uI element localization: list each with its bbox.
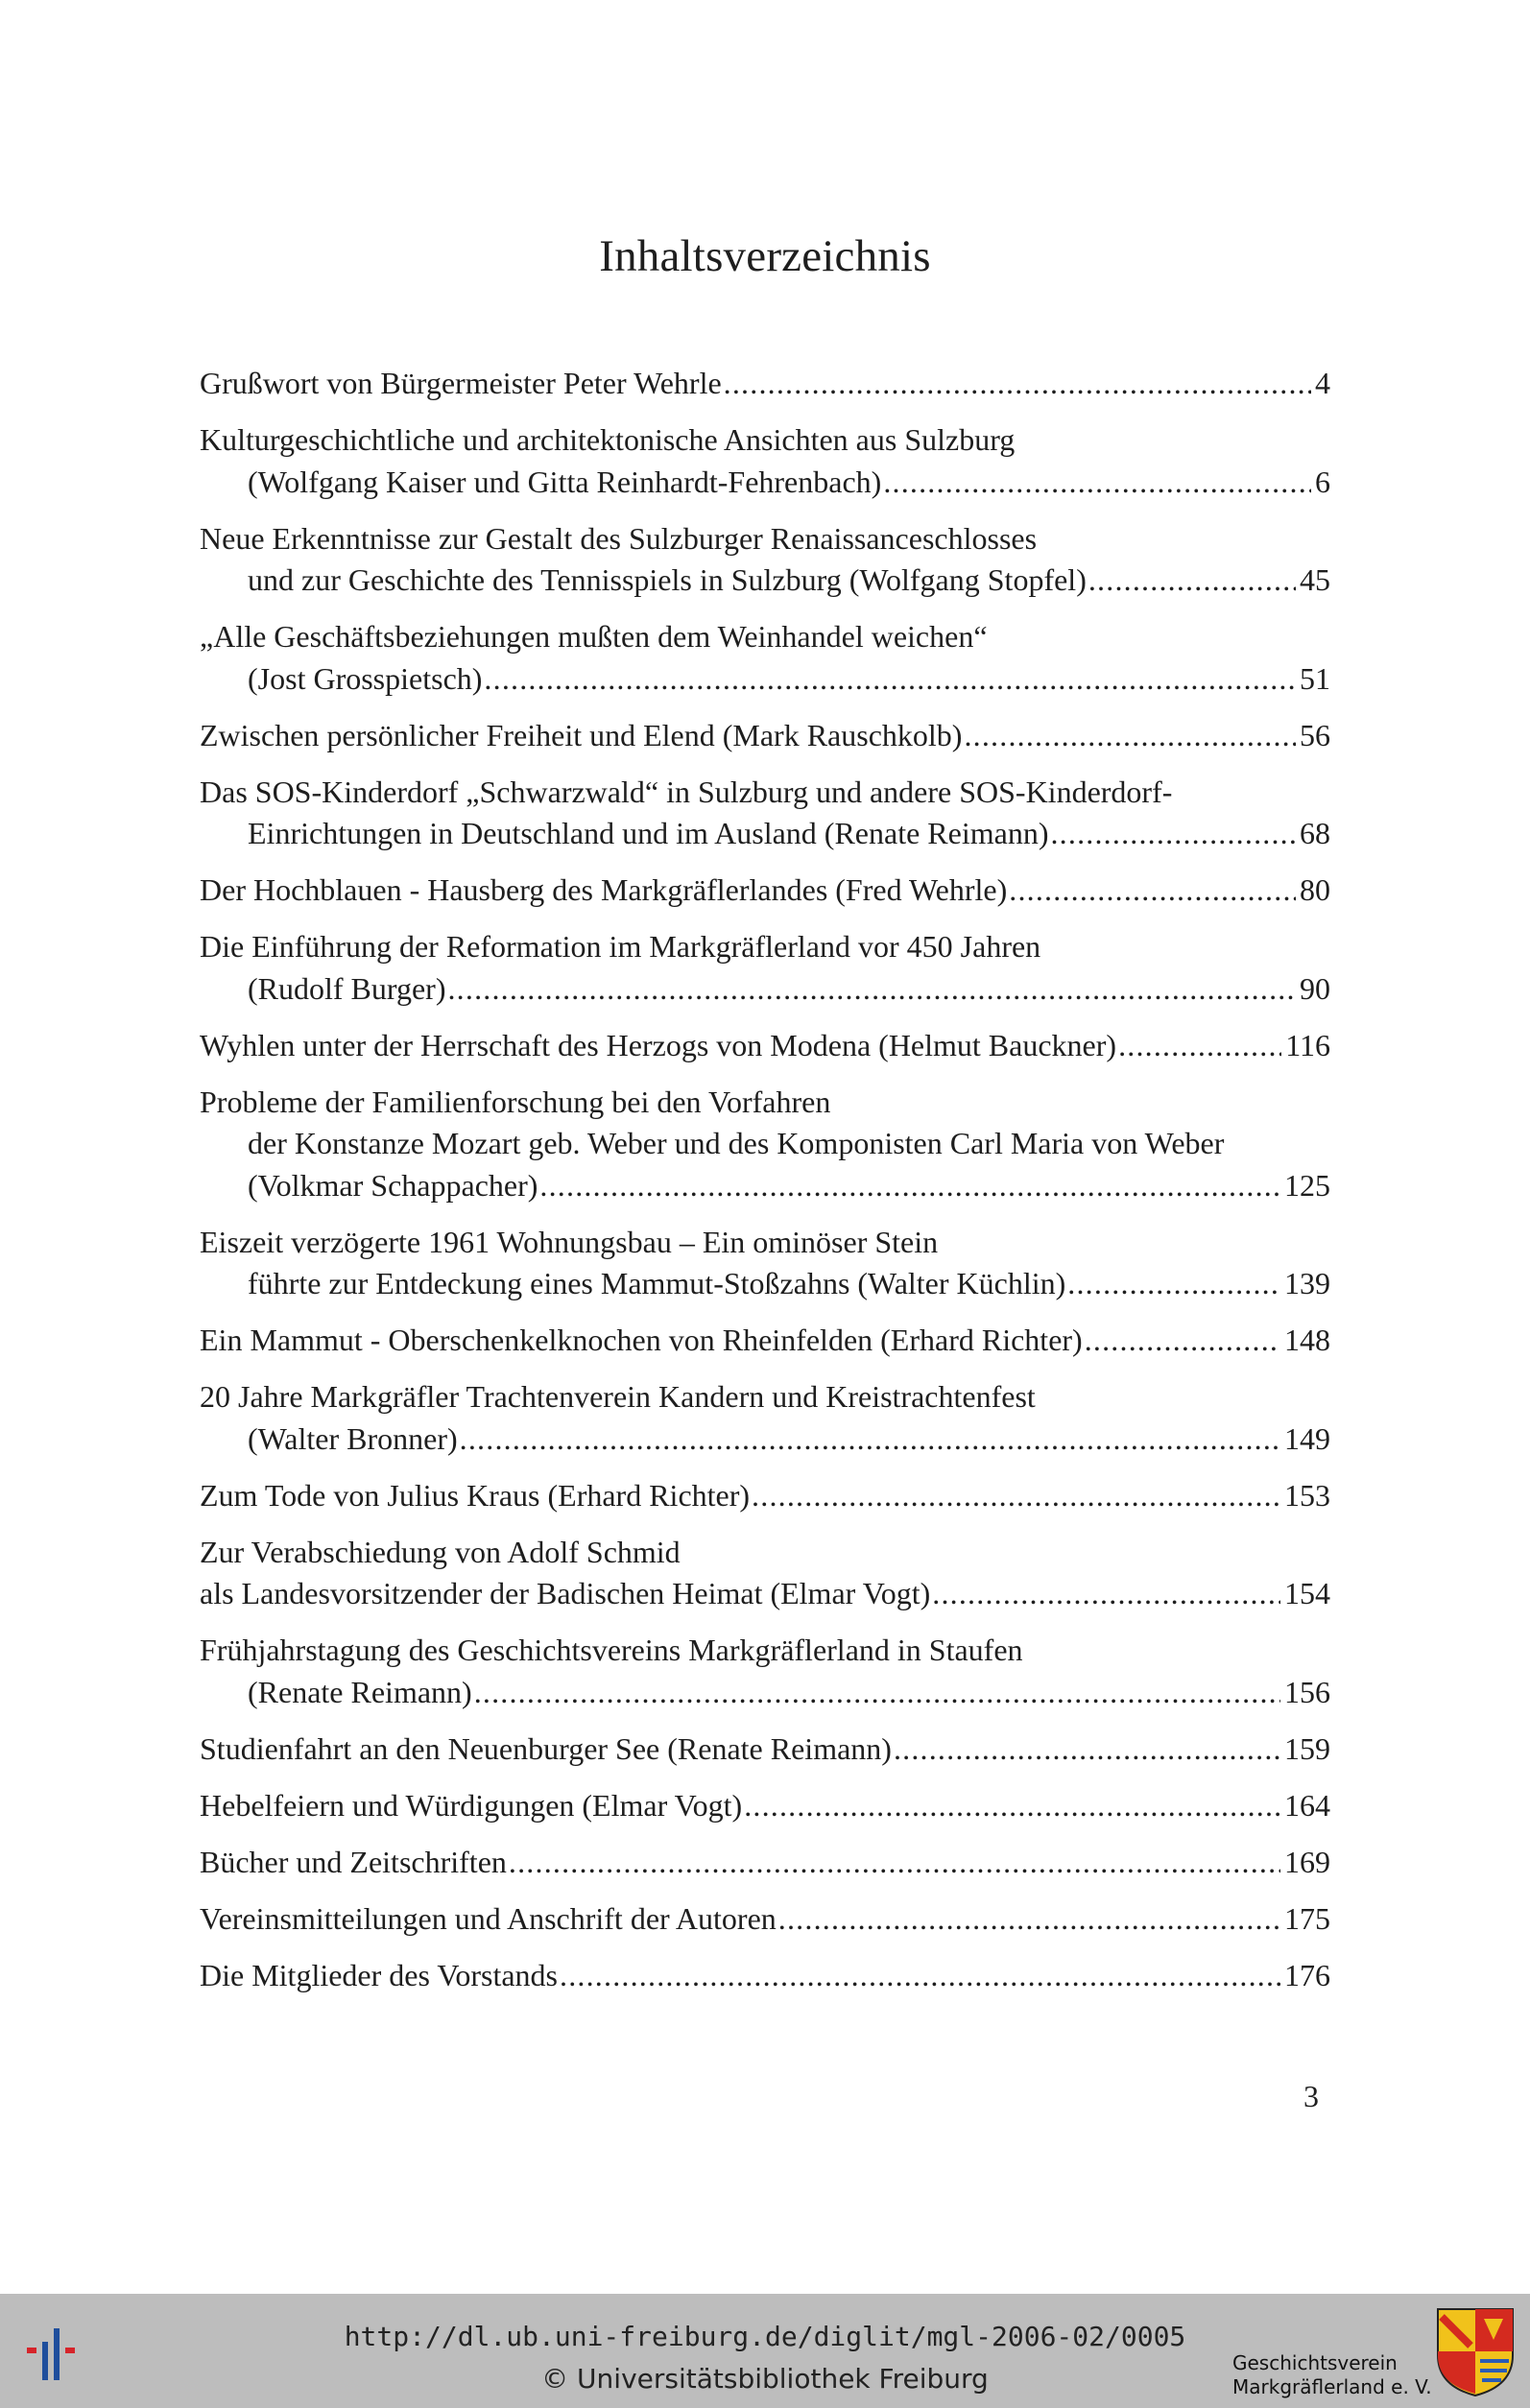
dot-leader bbox=[744, 1785, 1280, 1827]
toc-entry[interactable] bbox=[200, 870, 1330, 912]
dot-leader bbox=[883, 462, 1311, 504]
toc-page-number: 139 bbox=[1284, 1266, 1330, 1300]
toc-entry-line bbox=[200, 870, 1330, 912]
toc-entry-title: (Renate Reimann) bbox=[248, 1674, 472, 1709]
toc-entry-title: „Alle Geschäftsbeziehungen mußten dem Weinhandel weichen“ bbox=[200, 619, 988, 654]
toc-page-number: 45 bbox=[1300, 562, 1330, 597]
dot-leader bbox=[447, 968, 1296, 1011]
toc-entry-line bbox=[200, 462, 1330, 504]
toc-entry[interactable] bbox=[200, 1785, 1330, 1827]
society-name-line1: Geschichtsverein bbox=[1232, 2351, 1398, 2374]
toc-entry-title: Zur Verabschiedung von Adolf Schmid bbox=[200, 1534, 681, 1569]
toc-entry[interactable] bbox=[200, 1475, 1330, 1517]
toc-entry[interactable] bbox=[200, 1320, 1330, 1362]
toc-entry-title: Wyhlen unter der Herrschaft des Herzogs von Modena (Helmut Bauckner) bbox=[200, 1027, 1117, 1062]
toc-entry-line bbox=[200, 1320, 1330, 1362]
toc-entry-title: Das SOS-Kinderdorf „Schwarzwald“ in Sulzburg und andere SOS-Kinderdorf- bbox=[200, 774, 1173, 809]
toc-entry[interactable] bbox=[200, 1729, 1330, 1771]
toc-entry[interactable] bbox=[200, 772, 1330, 855]
toc-entry-line bbox=[200, 658, 1330, 701]
toc-page-number: 80 bbox=[1300, 872, 1330, 907]
toc-entry[interactable] bbox=[200, 1630, 1330, 1713]
toc-entry-title: Bücher und Zeitschriften bbox=[200, 1844, 507, 1879]
dot-leader bbox=[778, 1898, 1280, 1941]
toc-entry-line bbox=[200, 1785, 1330, 1827]
toc-page-number: 156 bbox=[1284, 1674, 1330, 1709]
dot-leader bbox=[1118, 1025, 1281, 1067]
toc-entry[interactable] bbox=[200, 616, 1330, 700]
toc-page-number: 169 bbox=[1284, 1844, 1330, 1879]
toc-entry-line bbox=[200, 1842, 1330, 1884]
toc-entry-title: führte zur Entdeckung eines Mammut-Stoßzahns (Walter Küchlin) bbox=[248, 1266, 1066, 1300]
source-url-link[interactable]: http://dl.ub.uni-freiburg.de/diglit/mgl-2006-02/0005 bbox=[344, 2321, 1186, 2352]
toc-entry-title: Der Hochblauen - Hausberg des Markgräflerlandes (Fred Wehrle) bbox=[200, 872, 1008, 907]
dot-leader bbox=[484, 658, 1296, 701]
toc-entry-title: Neue Erkenntnisse zur Gestalt des Sulzburger Renaissanceschlosses bbox=[200, 520, 1038, 556]
toc-entry-line bbox=[200, 1165, 1330, 1207]
toc-entry[interactable] bbox=[200, 363, 1330, 405]
toc-entry-line bbox=[200, 363, 1330, 405]
coat-of-arms-icon bbox=[1436, 2307, 1515, 2397]
dot-leader bbox=[1009, 870, 1296, 912]
toc-entry-line bbox=[200, 1475, 1330, 1517]
table-of-contents bbox=[200, 363, 1330, 2012]
toc-entry-line bbox=[200, 1729, 1330, 1771]
toc-page-number: 164 bbox=[1284, 1787, 1330, 1823]
toc-entry[interactable] bbox=[200, 1842, 1330, 1884]
toc-entry-title: Die Einführung der Reformation im Markgräflerland vor 450 Jahren bbox=[200, 929, 1041, 964]
toc-entry[interactable] bbox=[200, 1222, 1330, 1305]
toc-entry-line bbox=[200, 715, 1330, 757]
toc-page-number: 159 bbox=[1284, 1730, 1330, 1766]
toc-entry[interactable] bbox=[200, 1376, 1330, 1460]
toc-entry-title: Kulturgeschichtliche und architektonische Ansichten aus Sulzburg bbox=[200, 422, 1016, 457]
toc-page-number: 149 bbox=[1284, 1420, 1330, 1456]
toc-entry-line bbox=[200, 560, 1330, 602]
toc-entry[interactable] bbox=[200, 1082, 1330, 1207]
toc-entry-title: (Wolfgang Kaiser und Gitta Reinhardt-Fehrenbach) bbox=[248, 464, 882, 499]
dot-leader bbox=[1088, 560, 1296, 602]
copyright-text: © Universitätsbibliothek Freiburg bbox=[541, 2363, 989, 2395]
toc-entry-line bbox=[200, 1263, 1330, 1305]
page-number: 3 bbox=[1303, 2079, 1319, 2113]
dot-leader bbox=[509, 1842, 1280, 1884]
toc-entry-title: und zur Geschichte des Tennisspiels in Sulzburg (Wolfgang Stopfel) bbox=[248, 562, 1087, 597]
society-name bbox=[1232, 2351, 1432, 2399]
footer-bar bbox=[0, 2294, 1530, 2408]
dot-leader bbox=[752, 1475, 1280, 1517]
dot-leader bbox=[724, 363, 1311, 405]
toc-entry[interactable] bbox=[200, 926, 1330, 1010]
dot-leader bbox=[560, 1955, 1280, 1997]
toc-page-number: 153 bbox=[1284, 1477, 1330, 1513]
toc-entry-title: Studienfahrt an den Neuenburger See (Renate Reimann) bbox=[200, 1730, 892, 1766]
toc-entry-title: Zwischen persönlicher Freiheit und Elend (Mark Rauschkolb) bbox=[200, 717, 963, 752]
dot-leader bbox=[1050, 813, 1296, 855]
toc-entry-title: Probleme der Familienforschung bei den Vorfahren bbox=[200, 1084, 831, 1119]
toc-page-number: 116 bbox=[1285, 1027, 1330, 1062]
toc-entry[interactable] bbox=[200, 1898, 1330, 1941]
toc-page-number: 154 bbox=[1284, 1576, 1330, 1610]
dot-leader bbox=[894, 1729, 1280, 1771]
toc-entry-title: Zum Tode von Julius Kraus (Erhard Richter) bbox=[200, 1477, 751, 1513]
toc-entry-title: Vereinsmitteilungen und Anschrift der Autoren bbox=[200, 1900, 777, 1936]
toc-entry-title: 20 Jahre Markgräfler Trachtenverein Kandern und Kreistrachtenfest bbox=[200, 1379, 1036, 1414]
toc-entry-line bbox=[200, 1898, 1330, 1941]
toc-entry-title: Eiszeit verzögerte 1961 Wohnungsbau – Ein ominöser Stein bbox=[200, 1224, 939, 1259]
dot-leader bbox=[474, 1672, 1280, 1714]
toc-page-number: 148 bbox=[1284, 1323, 1330, 1357]
toc-page-number: 90 bbox=[1300, 970, 1330, 1006]
dot-leader bbox=[460, 1419, 1280, 1461]
toc-entry-title: Hebelfeiern und Würdigungen (Elmar Vogt) bbox=[200, 1787, 743, 1823]
toc-entry-title: Die Mitglieder des Vorstands bbox=[200, 1957, 558, 1992]
toc-entry-title: Einrichtungen in Deutschland und im Ausland (Renate Reimann) bbox=[248, 816, 1049, 850]
toc-entry-line bbox=[200, 813, 1330, 855]
toc-entry-title: als Landesvorsitzender der Badischen Heimat (Elmar Vogt) bbox=[200, 1576, 931, 1610]
dot-leader bbox=[932, 1573, 1280, 1615]
toc-entry-title: Ein Mammut - Oberschenkelknochen von Rheinfelden (Erhard Richter) bbox=[200, 1323, 1083, 1357]
dot-leader bbox=[539, 1165, 1280, 1207]
toc-entry[interactable] bbox=[200, 1955, 1330, 1997]
toc-page-number: 176 bbox=[1284, 1957, 1330, 1992]
toc-page-number: 56 bbox=[1300, 717, 1330, 752]
toc-entry[interactable] bbox=[200, 715, 1330, 757]
toc-page-number: 6 bbox=[1315, 464, 1330, 499]
toc-entry-line bbox=[200, 1955, 1330, 1997]
toc-page-number: 68 bbox=[1300, 816, 1330, 850]
toc-entry[interactable] bbox=[200, 419, 1330, 503]
toc-entry-line bbox=[200, 1025, 1330, 1067]
dot-leader bbox=[964, 715, 1296, 757]
toc-entry-line bbox=[200, 968, 1330, 1011]
dot-leader bbox=[1067, 1263, 1280, 1305]
toc-page-number: 125 bbox=[1284, 1167, 1330, 1203]
toc-entry-line bbox=[200, 1672, 1330, 1714]
society-name-line2: Markgräflerland e. V. bbox=[1232, 2375, 1432, 2398]
toc-entry-title: der Konstanze Mozart geb. Weber und des Komponisten Carl Maria von Weber bbox=[248, 1126, 1225, 1160]
toc-entry-line bbox=[200, 1573, 1330, 1615]
toc-entry-title: Frühjahrstagung des Geschichtsvereins Markgräflerland in Staufen bbox=[200, 1633, 1023, 1667]
toc-page-number: 4 bbox=[1315, 366, 1330, 400]
dot-leader bbox=[1085, 1320, 1280, 1362]
toc-page-number: 175 bbox=[1284, 1900, 1330, 1936]
page-title: Inhaltsverzeichnis bbox=[599, 231, 931, 281]
toc-entry-title: (Walter Bronner) bbox=[248, 1420, 458, 1456]
toc-entry[interactable] bbox=[200, 1025, 1330, 1067]
toc-entry-title: (Rudolf Burger) bbox=[248, 970, 446, 1006]
toc-entry-title: (Volkmar Schappacher) bbox=[248, 1167, 538, 1203]
toc-entry-line bbox=[200, 1419, 1330, 1461]
toc-entry-title: Grußwort von Bürgermeister Peter Wehrle bbox=[200, 366, 722, 400]
toc-entry[interactable] bbox=[200, 518, 1330, 602]
toc-page-number: 51 bbox=[1300, 660, 1330, 696]
toc-entry[interactable] bbox=[200, 1532, 1330, 1615]
toc-entry-title: (Jost Grosspietsch) bbox=[248, 660, 483, 696]
